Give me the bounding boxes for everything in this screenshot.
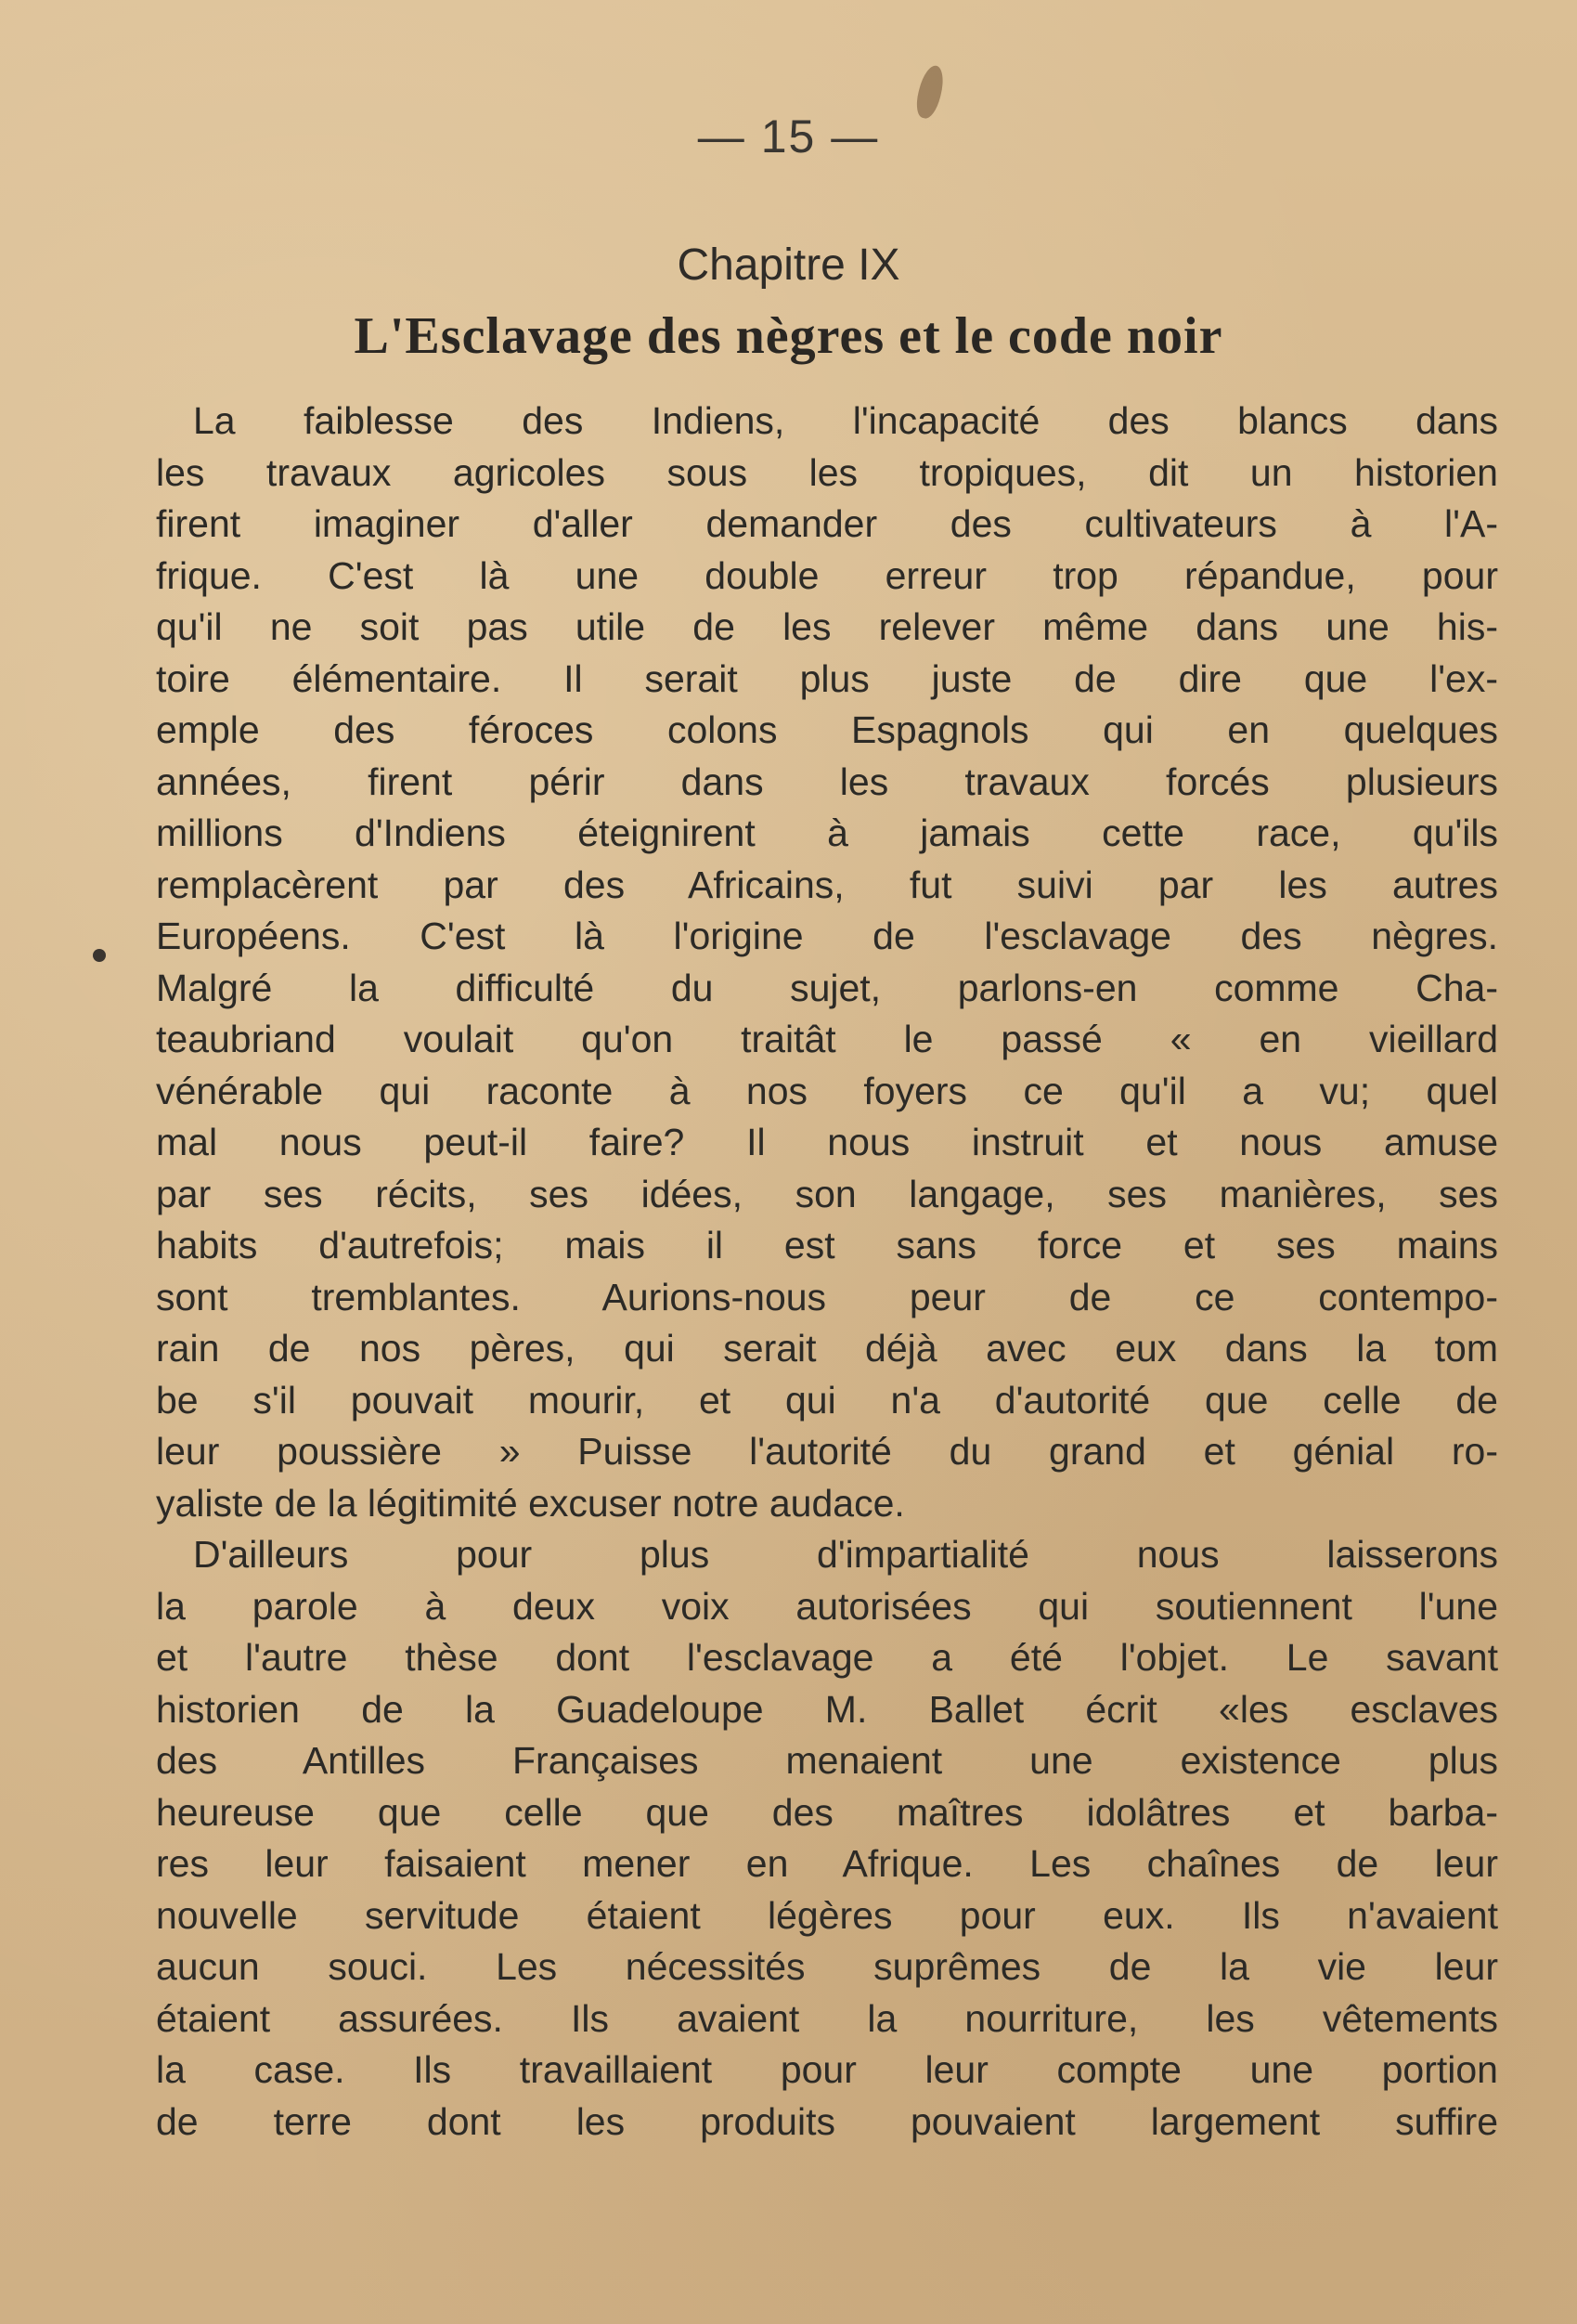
paragraph-2 <box>156 1529 1498 2148</box>
text-line: res leur faisaient mener en Afrique. Les chaînes de leur <box>156 1842 1498 1885</box>
text-line: be s'il pouvait mourir, et qui n'a d'autorité que celle de <box>156 1378 1498 1422</box>
text-line: la case. Ils travaillaient pour leur compte une portion <box>156 2048 1498 2091</box>
text-line: qu'il ne soit pas utile de les relever même dans une his- <box>156 605 1498 648</box>
text-line: remplacèrent par des Africains, fut suivi par les autres <box>156 863 1498 906</box>
text-line: heureuse que celle que des maîtres idolâtres et barba- <box>156 1790 1498 1834</box>
paragraph-1 <box>156 396 1498 1529</box>
text-line: Malgré la difficulté du sujet, parlons-en comme Cha- <box>156 966 1498 1009</box>
text-line: par ses récits, ses idées, son langage, ses manières, ses <box>156 1172 1498 1215</box>
text-line: firent imaginer d'aller demander des cultivateurs à l'A- <box>156 502 1498 545</box>
margin-dot-mark <box>93 949 106 962</box>
text-line: D'ailleurs pour plus d'impartialité nous laisserons <box>193 1533 1498 1576</box>
page-number: — 15 — <box>697 110 880 162</box>
text-line: La faiblesse des Indiens, l'incapacité des blancs dans <box>193 399 1498 442</box>
text-line: frique. C'est là une double erreur trop répandue, pour <box>156 553 1498 597</box>
text-line: toire élémentaire. Il serait plus juste de dire que l'ex- <box>156 656 1498 700</box>
text-line: rain de nos pères, qui serait déjà avec eux dans la tom <box>156 1327 1498 1370</box>
text-line: millions d'Indiens éteignirent à jamais cette race, qu'ils <box>156 811 1498 854</box>
text-line: vénérable qui raconte à nos foyers ce qu'il a vu; quel <box>156 1069 1498 1112</box>
text-line: de terre dont les produits pouvaient largement suffire <box>156 2099 1498 2143</box>
text-line: sont tremblantes. Aurions-nous peur de ce contempo- <box>156 1275 1498 1318</box>
text-line: la parole à deux voix autorisées qui soutiennent l'une <box>156 1584 1498 1628</box>
text-line: mal nous peut-il faire? Il nous instruit et nous amuse <box>156 1121 1498 1163</box>
chapter-label: Chapitre IX <box>677 240 900 290</box>
text-line: et l'autre thèse dont l'esclavage a été l'objet. Le savant <box>156 1636 1498 1679</box>
text-line: habits d'autrefois; mais il est sans force et ses mains <box>156 1224 1498 1266</box>
text-line: leur poussière » Puisse l'autorité du grand et génial ro- <box>156 1430 1498 1473</box>
text-line: teaubriand voulait qu'on traitât le passé « en vieillard <box>156 1018 1498 1060</box>
text-line: yaliste de la légitimité excuser notre audace. <box>156 1481 905 1525</box>
text-line: emple des féroces colons Espagnols qui en quelques <box>156 708 1498 751</box>
text-line: étaient assurées. Ils avaient la nourriture, les vêtements <box>156 1996 1498 2040</box>
text-line: années, firent périr dans les travaux forcés plusieurs <box>156 760 1498 803</box>
chapter-title: L'Esclavage des nègres et le code noir <box>354 307 1223 365</box>
text-line: aucun souci. Les nécessités suprêmes de la vie leur <box>156 1945 1498 1988</box>
text-line: des Antilles Françaises menaient une existence plus <box>156 1739 1498 1782</box>
text-line: historien de la Guadeloupe M. Ballet écrit «les esclaves <box>156 1687 1498 1731</box>
text-line: Européens. C'est là l'origine de l'esclavage des nègres. <box>156 915 1498 957</box>
text-line: nouvelle servitude étaient légères pour eux. Ils n'avaient <box>156 1893 1498 1937</box>
text-line: les travaux agricoles sous les tropiques, dit un historien <box>156 450 1498 494</box>
body-text <box>156 396 1498 2148</box>
